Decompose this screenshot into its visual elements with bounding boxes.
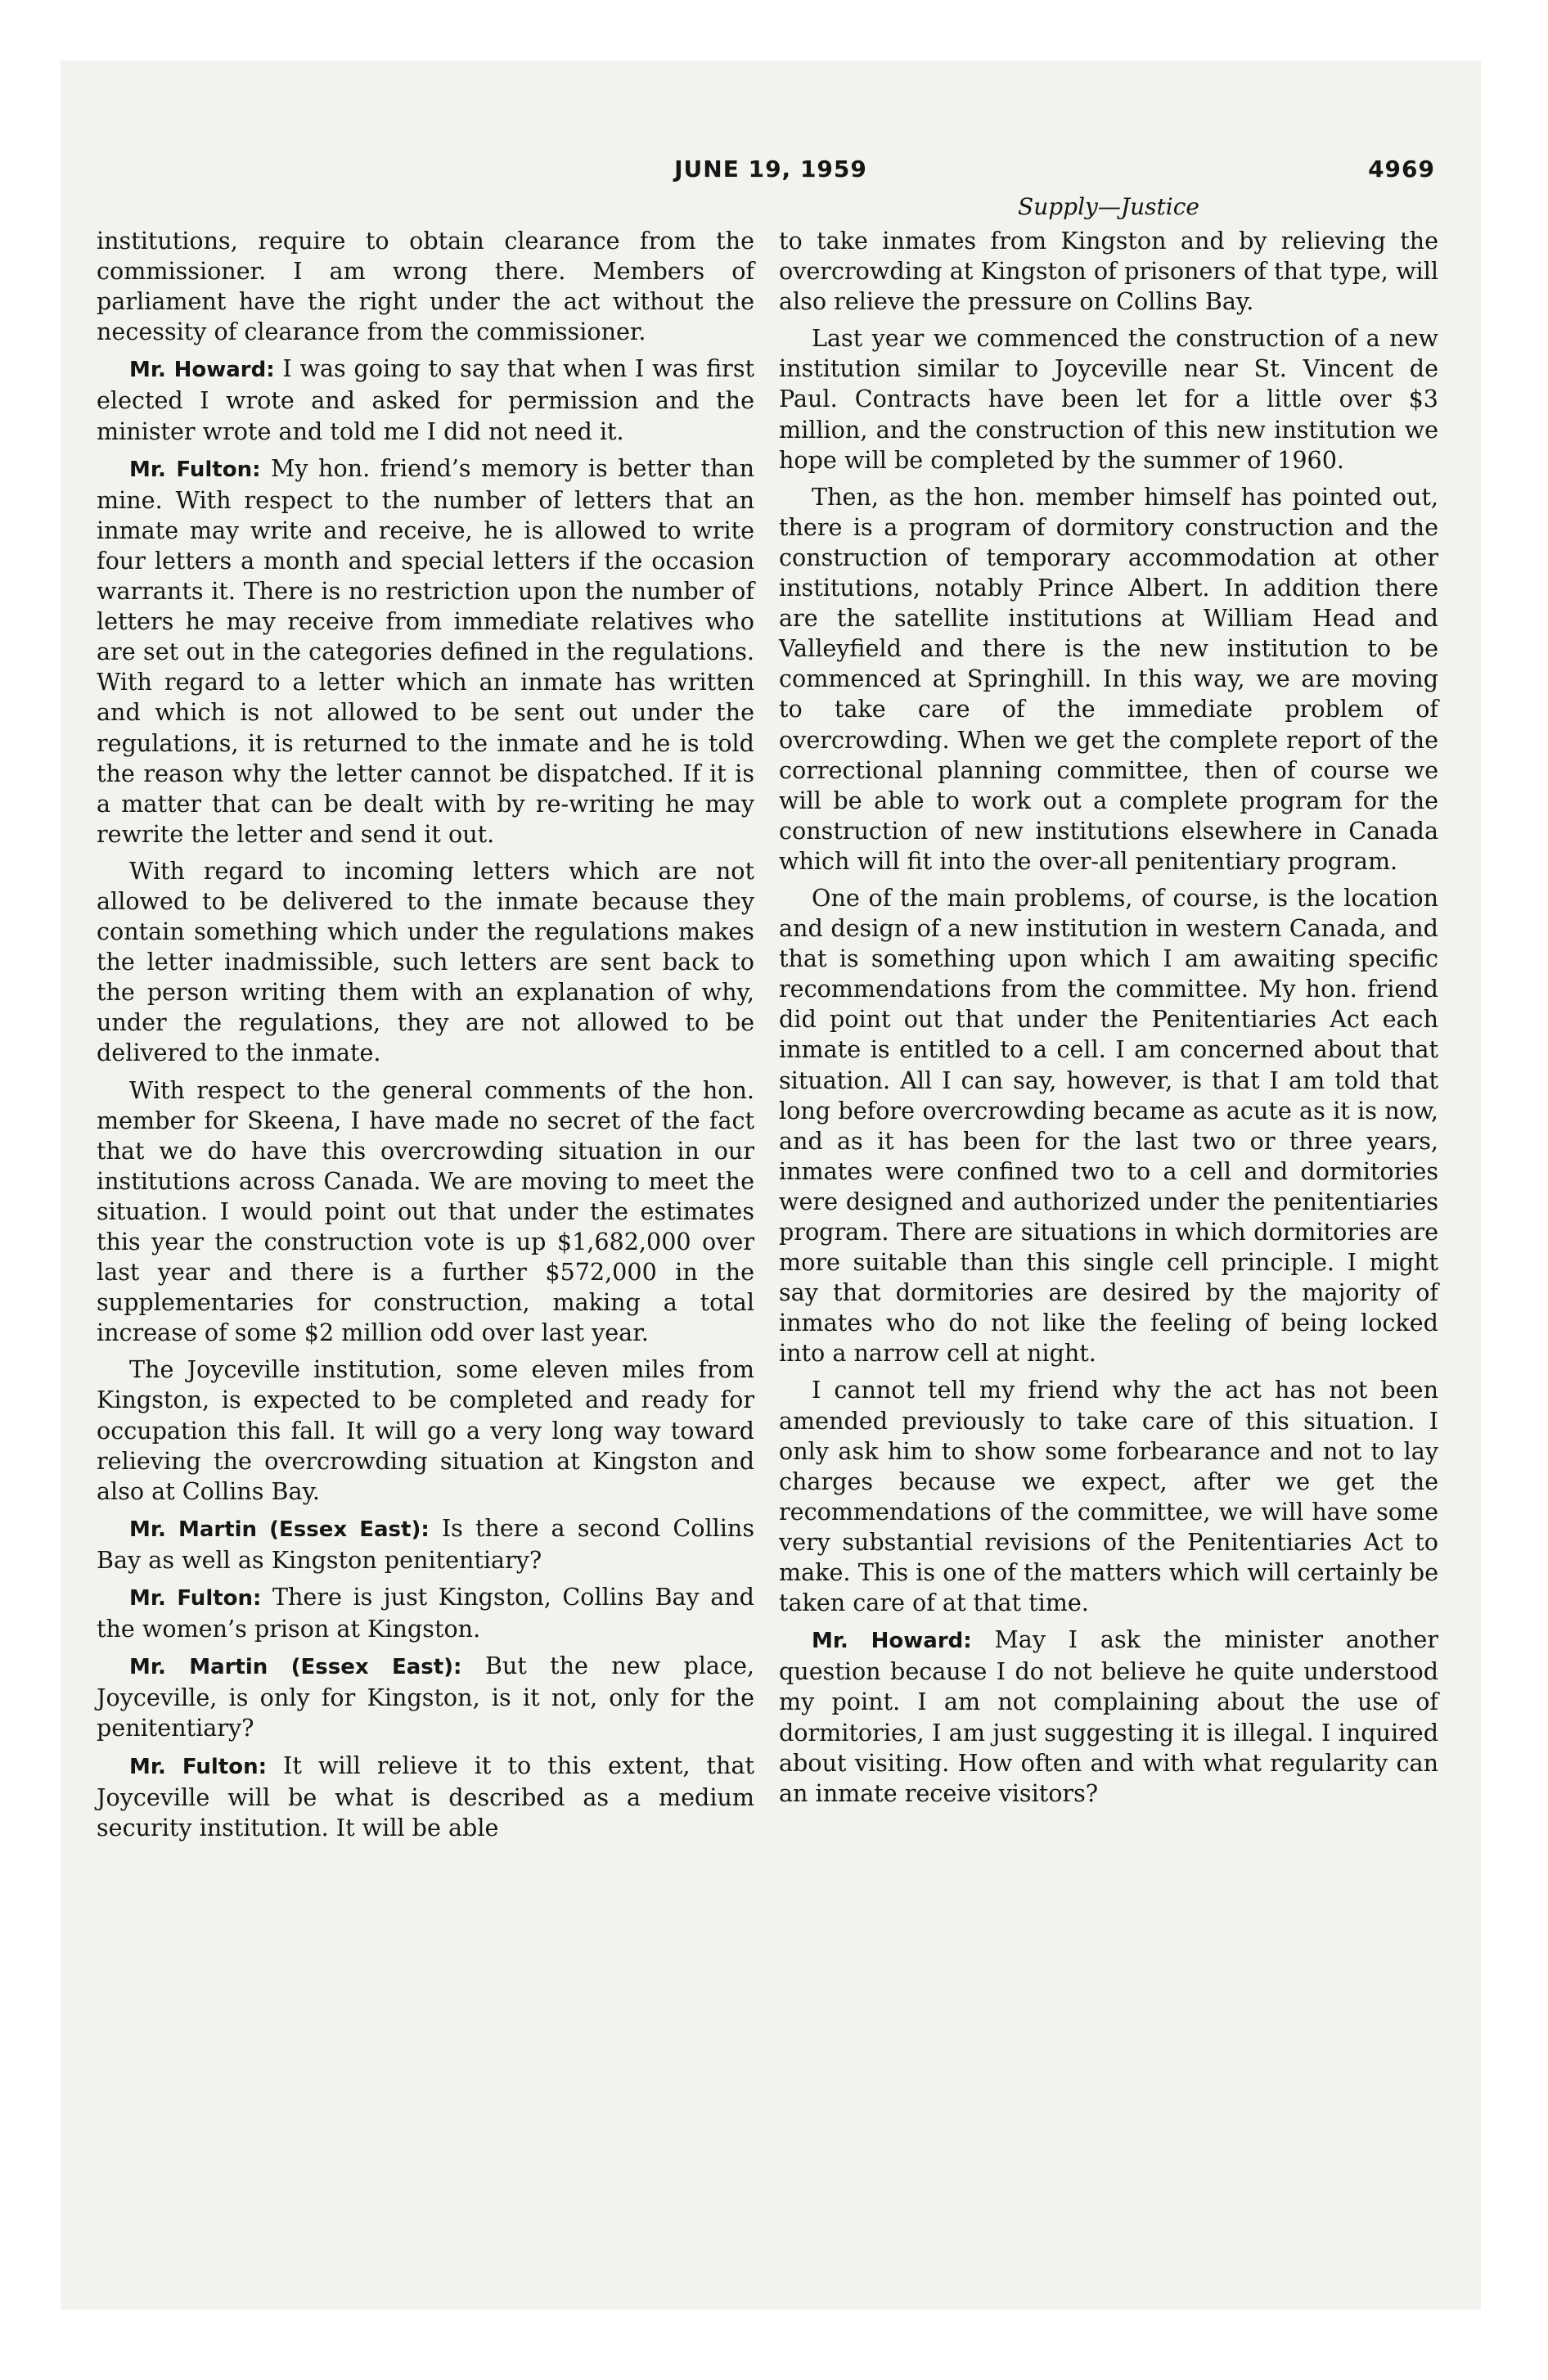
paragraph [779, 226, 1438, 317]
paragraph-text: The Joyceville institution, some eleven miles from Kingston, is expected to be completed and ready for occupation this fall. It will go a very long way toward relieving the overcrowding situation at Kingston and also at Collins Bay. [97, 1355, 754, 1505]
paragraph-text: institutions, require to obtain clearance from the commissioner. I am wrong there. Members of parliament have the right under the act without the necessity of clearance from the commissioner. [97, 227, 754, 346]
paragraph-text: May I ask the minister another question because I do not believe he quite understood my point. I am not complaining about the use of dormitories, I am just suggesting it is illegal. I inquired about visiting. How often and with what regularity can an inmate receive visitors? [779, 1625, 1438, 1807]
paragraph [97, 354, 754, 446]
left-column [97, 226, 754, 1850]
paragraph [779, 323, 1438, 475]
paragraph [97, 1582, 754, 1644]
paragraph [97, 1513, 754, 1575]
paragraph-text: Then, as the hon. member himself has pointed out, there is a program of dormitory construction and the construction of temporary accommodation at other institutions, notably Prince Albert. In addition there are the satellite institutions at William Head and Valleyfield and there is the new institution to be commenced at Springhill. In this way, we are moving to take care of the immediate problem of overcrowding. When we get the complete report of the correctional planning committee, then of course we will be able to work out a complete program for the construction of new institutions elsewhere in Canada which will fit into the over-all penitentiary program. [779, 482, 1438, 875]
paragraph-text: It will relieve it to this extent, that Joyceville will be what is described as a medium security institution. It will be able [97, 1751, 754, 1841]
paragraph-text: I was going to say that when I was first elected I wrote and asked for permission and the minister wrote and told me I did not need it. [97, 354, 755, 445]
paragraph [97, 856, 754, 1069]
speaker-name: Mr. Howard: [129, 358, 275, 383]
hansard-page [61, 61, 1481, 2310]
right-column [779, 226, 1438, 1815]
speaker-name: Mr. Fulton: [129, 1754, 267, 1779]
paragraph [97, 1751, 754, 1843]
paragraph-text: Last year we commenced the construction of a new institution similar to Joyceville near St. Vincent de Paul. Contracts have been let for a little over $3 million, and the construction of this new institution we hope will be completed by the summer of 1960. [779, 324, 1438, 474]
page-header [61, 156, 1481, 192]
speaker-name: Mr. Howard: [812, 1629, 972, 1654]
paragraph-text: to take inmates from Kingston and by relieving the overcrowding at Kingston of prisoners of that type, will also relieve the pressure on Collins Bay. [779, 227, 1438, 316]
paragraph [97, 226, 754, 347]
speaker-name: Mr. Fulton: [129, 1586, 262, 1611]
section-subhead: Supply—Justice [1018, 193, 1199, 220]
paragraph-text: I cannot tell my friend why the act has not been amended previously to take care of this situation. I only ask him to show some forbearance and not to lay charges because we expect, after we get the recommendations of the committee, we will have some very substantial revisions of the Penitentiaries Act to make. This is one of the matters which will certainly be taken care of at that time. [779, 1376, 1438, 1617]
speaker-name: Mr. Fulton: [129, 457, 261, 482]
paragraph-text: With regard to incoming letters which are not allowed to be delivered to the inmate because they contain something which under the regulations makes the letter inadmissible, such letters are sent back to the person writing them with an explanation of why, under the regulations, they are not allowed to be delivered to the inmate. [97, 856, 754, 1067]
paragraph [97, 453, 754, 850]
page-number: 4969 [1368, 156, 1435, 183]
paragraph [97, 1355, 754, 1506]
paragraph-text: One of the main problems, of course, is the location and design of a new institution in western Canada, and that is something upon which I am awaiting specific recommendations from the committee. My hon. friend did point out that under the Penitentiaries Act each inmate is entitled to a cell. I am concerned about that situation. All I can say, however, is that I am told that long before overcrowding became as acute as it is now, and as it has been for the last two or three years, inmates were confined two to a cell and dormitories were designed and authorized under the penitentiaries program. There are situations in which dormitories are more suitable than this single cell principle. I might say that dormitories are desired by the majority of inmates who do not like the feeling of being locked into a narrow cell at night. [779, 883, 1438, 1368]
paragraph-text: With respect to the general comments of the hon. member for Skeena, I have made no secret of the fact that we do have this overcrowding situation in our institutions across Canada. We are moving to meet the situation. I would point out that under the estimates this year the construction vote is up $1,682,000 over last year and there is a further $572,000 in the supplementaries for construction, making a total increase of some $2 million odd over last year. [97, 1075, 754, 1347]
paragraph-text: Is there a second Collins Bay as well as Kingston penitentiary? [97, 1513, 754, 1574]
paragraph [97, 1651, 754, 1743]
paragraph [779, 482, 1438, 877]
paragraph-text: But the new place, Joyceville, is only for Kingston, is it not, only for the penitentiary? [97, 1652, 755, 1742]
paragraph [97, 1075, 754, 1349]
paragraph-text: There is just Kingston, Collins Bay and the women’s prison at Kingston. [97, 1583, 754, 1643]
paragraph-text: My hon. friend’s memory is better than mine. With respect to the number of letters that an inmate may write and receive, he is allowed to write four letters a month and special letters if the occasion warrants it. There is no restriction upon the number of letters he may receive from immediate relatives who are set out in the categories defined in the regulations. With regard to a letter which an inmate has written and which is not allowed to be sent out under the regulations, it is returned to the inmate and he is told the reason why the letter cannot be dispatched. If it is a matter that can be dealt with by re-writing he may rewrite the letter and send it out. [97, 453, 754, 848]
paragraph [779, 1625, 1438, 1809]
header-date: JUNE 19, 1959 [674, 156, 867, 183]
speaker-name: Mr. Martin (Essex East): [129, 1517, 430, 1542]
paragraph [779, 1375, 1438, 1618]
speaker-name: Mr. Martin (Essex East): [129, 1655, 462, 1680]
paragraph [779, 883, 1438, 1369]
